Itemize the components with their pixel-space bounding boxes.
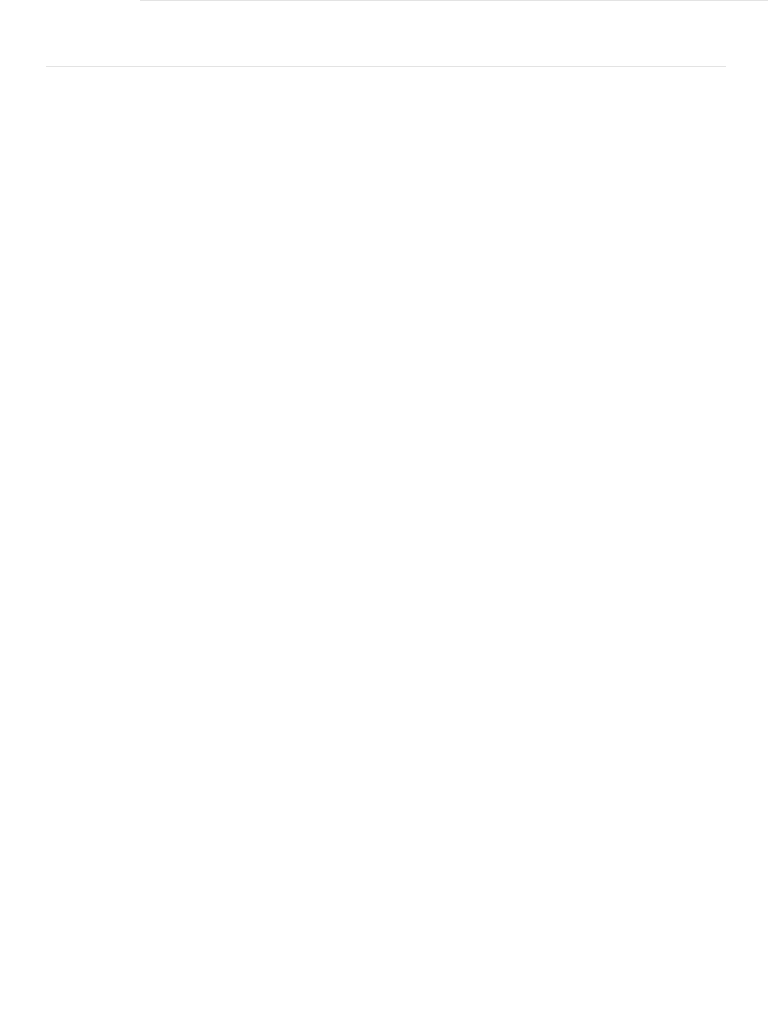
table-header — [46, 46, 726, 67]
timeline-table — [46, 46, 726, 67]
sub-row-divider — [140, 0, 768, 1]
